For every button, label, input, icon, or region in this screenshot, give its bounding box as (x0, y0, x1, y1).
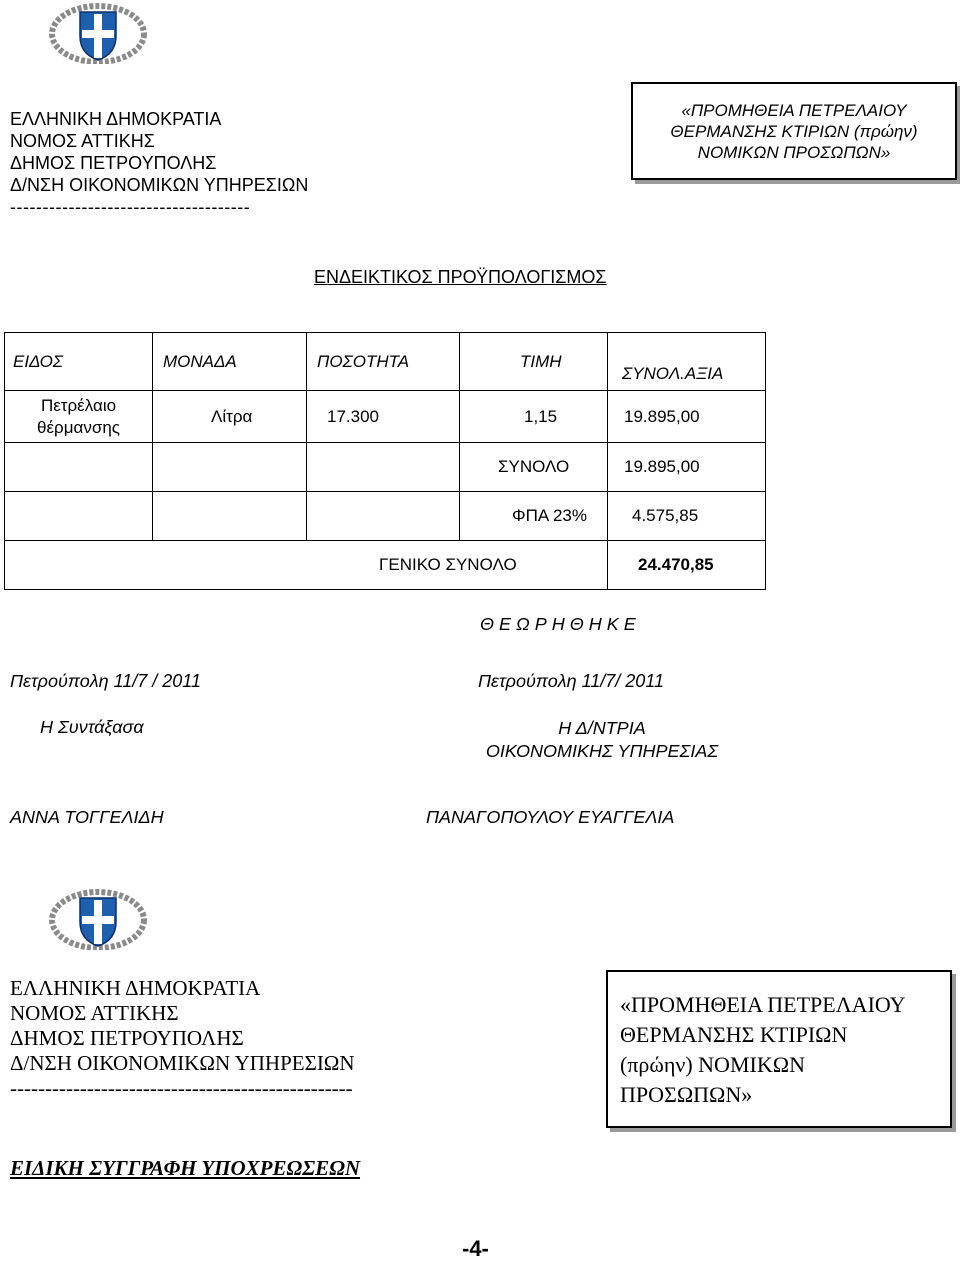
item-unit-cell: Λίτρα (153, 391, 307, 443)
grand-total-label-cell: ΓΕΝΙΚΟ ΣΥΝΟΛΟ (5, 541, 608, 590)
header-line-prefecture: ΝΟΜΟΣ ΑΤΤΙΚΗΣ (10, 1001, 179, 1025)
subtotal-value-cell: 19.895,00 (608, 443, 766, 492)
item-price-cell: 1,15 (460, 391, 608, 443)
empty-cell (153, 492, 307, 541)
section-title: ΕΙΔΙΚΗ ΣΥΓΓΡΑΦΗ ΥΠΟΧΡΕΩΣΕΩΝ (10, 1156, 361, 1180)
empty-cell (5, 492, 153, 541)
header-line-prefecture: ΝΟΜΟΣ ΑΤΤΙΚΗΣ (10, 131, 155, 151)
left-signatory-name: ΑΝΝΑ ΤΟΓΓΕΛΙΔΗ (10, 807, 164, 827)
header-cell-item: ΕΙΔΟΣ (5, 333, 153, 391)
right-place-date: Πετρούπολη 11/7/ 2011 (478, 671, 664, 691)
page-number: -4- (462, 1236, 489, 1261)
item-name-line: Πετρέλαιο (40, 395, 117, 415)
project-title-box (631, 82, 957, 180)
table-row (5, 492, 766, 541)
greek-emblem-icon (48, 888, 148, 950)
empty-cell (307, 443, 460, 492)
item-quantity-cell: 17.300 (307, 391, 460, 443)
project-title-line: ΝΟΜΙΚΩΝ ΠΡΟΣΩΠΩΝ» (697, 142, 891, 162)
project-title-line: «ΠΡΟΜΗΘΕΙΑ ΠΕΤΡΕΛΑΙΟΥ (681, 100, 907, 120)
vat-value-cell: 4.575,85 (608, 492, 766, 541)
budget-table (4, 332, 766, 590)
table-header-row (5, 333, 766, 391)
project-title-line: ΘΕΡΜΑΝΣΗΣ ΚΤΙΡΙΩΝ (πρώην) (670, 121, 918, 141)
table-row (5, 541, 766, 590)
right-role-line: Η Δ/ΝΤΡΙΑ (558, 718, 646, 738)
header-rule: ------------------------------------------------- (10, 1076, 353, 1100)
table-row (5, 391, 766, 443)
header-line-department: Δ/ΝΣΗ ΟΙΚΟΝΟΜΙΚΩΝ ΥΠΗΡΕΣΙΩΝ (10, 175, 309, 195)
project-title-box-2 (606, 970, 952, 1128)
empty-cell (153, 443, 307, 492)
item-name-cell (5, 391, 153, 443)
budget-title: ΕΝΔΕΙΚΤΙΚΟΣ ΠΡΟΫΠΟΛΟΓΙΣΜΟΣ (314, 267, 607, 287)
right-signatory-role (472, 717, 732, 763)
header-cell-quantity: ΠΟΣΟΤΗΤΑ (307, 333, 460, 391)
header-cell-total: ΣΥΝΟΛ.ΑΞΙΑ (608, 333, 766, 391)
header-line-country: ΕΛΛΗΝΙΚΗ ΔΗΜΟΚΡΑΤΙΑ (10, 109, 222, 129)
header-issuer (10, 108, 308, 218)
project-title-line: ΠΡΟΣΩΠΩΝ» (620, 1082, 753, 1107)
header-line-department: Δ/ΝΣΗ ΟΙΚΟΝΟΜΙΚΩΝ ΥΠΗΡΕΣΙΩΝ (10, 1051, 355, 1075)
header-issuer-2 (10, 976, 355, 1101)
header-cell-price: ΤΙΜΗ (460, 333, 608, 391)
project-title-line: ΘΕΡΜΑΝΣΗΣ ΚΤΙΡΙΩΝ (620, 1022, 848, 1047)
item-total-cell: 19.895,00 (608, 391, 766, 443)
project-title-line: (πρώην) ΝΟΜΙΚΩΝ (620, 1052, 805, 1077)
subtotal-label-cell: ΣΥΝΟΛΟ (460, 443, 608, 492)
vat-label-cell: ΦΠΑ 23% (460, 492, 608, 541)
right-role-line: ΟΙΚΟΝΟΜΙΚΗΣ ΥΠΗΡΕΣΙΑΣ (485, 741, 719, 761)
approval-stamp-text: Θ Ε Ω Ρ Η Θ Η Κ Ε (480, 614, 636, 634)
left-signatory-role: Η Συντάξασα (40, 717, 144, 737)
right-signatory-name: ΠΑΝΑΓΟΠΟΥΛΟΥ ΕΥΑΓΓΕΛΙΑ (426, 807, 675, 827)
header-cell-unit: ΜΟΝΑΔΑ (153, 333, 307, 391)
empty-cell (5, 443, 153, 492)
header-line-country: ΕΛΛΗΝΙΚΗ ΔΗΜΟΚΡΑΤΙΑ (10, 976, 261, 1000)
header-rule: ------------------------------------- (10, 197, 251, 217)
table-row (5, 443, 766, 492)
greek-emblem-icon (48, 2, 148, 64)
project-title-line: «ΠΡΟΜΗΘΕΙΑ ΠΕΤΡΕΛΑΙΟΥ (620, 992, 906, 1017)
item-name-line: θέρμανσης (37, 417, 120, 437)
header-line-municipality: ΔΗΜΟΣ ΠΕΤΡΟΥΠΟΛΗΣ (10, 1026, 244, 1050)
header-line-municipality: ΔΗΜΟΣ ΠΕΤΡΟΥΠΟΛΗΣ (10, 153, 217, 173)
left-place-date: Πετρούπολη 11/7 / 2011 (10, 671, 201, 691)
grand-total-value-cell: 24.470,85 (608, 541, 766, 590)
empty-cell (307, 492, 460, 541)
